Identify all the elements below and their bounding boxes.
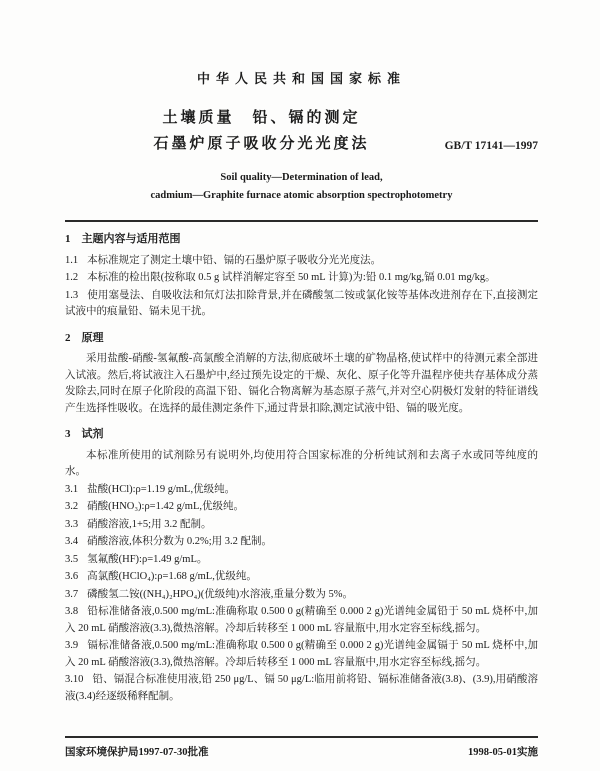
english-title-line1: Soil quality—Determination of lead, [220,172,383,183]
section-2-paragraph: 采用盐酸-硝酸-氢氟酸-高氯酸全消解的方法,彻底破坏土壤的矿物晶格,使试样中的待测元素全部进入试液。然后,将试液注入石墨炉中,经过预先设定的干燥、灰化、原子化等升温程序使共存基体成分蒸发除去,同时在原子化阶段的高温下铅、镉化合物离解为基态原子蒸气,并对空心阴极灯发射的特征谱线产生选择性吸收。在选择的最佳测定条件下,通过背景扣除,测定试液中铅、镉的吸光度。 [65,353,538,414]
section-3-heading: 3 试剂 [65,428,104,440]
clause-3-4-number: 3.4 [65,536,79,547]
implementation-date: 1998-05-01实施 [468,747,538,758]
clause-3-8 [65,604,538,637]
clause-3-3 [65,517,538,534]
clause-3-8-number: 3.8 [65,606,79,617]
clause-3-10-number: 3.10 [65,674,84,685]
clause-1-1-number: 1.1 [65,254,79,266]
standard-label: 中华人民共和国国家标准 [196,71,406,86]
clause-3-2-text: 硝酸(HNO₃):ρ=1.42 g/mL,优级纯。 [87,501,244,512]
clause-3-7 [65,587,538,604]
clause-1-1 [65,253,538,270]
clause-3-9 [65,638,538,671]
clause-3-7-number: 3.7 [65,588,79,600]
clause-3-7-text: 磷酸氢二铵((NH₄)₂HPO₄)(优级纯)水溶液,重量分数为 5%。 [87,588,354,600]
clause-3-1-number: 3.1 [65,483,79,495]
document-footer [65,736,538,759]
chinese-title [105,105,418,157]
english-title-line2: cadmium—Graphite furnace atomic absorption spectrophotometry [150,190,453,201]
header-divider [65,220,538,222]
clause-3-8-text: 铅标准储备液,0.500 mg/mL:准确称取 0.500 0 g(精确至 0.000 2 g)光谱纯金属铅于 50 mL 烧杯中,加入 20 mL 硝酸溶液(3.3),微热溶解。冷却后转移至 1 000 mL 容量瓶中,用水定容至标线,摇匀。 [65,606,538,634]
approval-info: 国家环境保护局1997-07-30批准 [65,747,209,758]
clause-3-1-text: 盐酸(HCl):ρ=1.19 g/mL,优级纯。 [87,483,236,495]
clause-1-3-text: 使用塞曼法、自吸收法和氘灯法扣除背景,并在磷酸氢二铵或氯化铵等基体改进剂存在下,直接测定试液中的痕量铅、镉未见干扰。 [65,289,538,317]
clause-3-5 [65,552,538,569]
clause-1-3-number: 1.3 [65,289,79,301]
clause-3-1 [65,482,538,499]
clause-1-3 [65,288,538,321]
clause-3-3-number: 3.3 [65,518,79,530]
document-header [65,68,538,205]
document-body [65,231,538,705]
clause-3-2 [65,499,538,516]
clause-3-9-text: 镉标准储备液,0.500 mg/mL:准确称取 0.500 0 g(精确至 0.000 2 g)光谱纯金属镉于 50 mL 烧杯中,加入 20 mL 硝酸溶液(3.3),微热溶解。冷却后转移至 1 000 mL 容量瓶中,用水定容至标线,摇匀。 [65,640,538,668]
clause-3-10-text: 铅、镉混合标准使用液,铅 250 μg/L、镉 50 μg/L:临用前将铅、镉标准储备液(3.8)、(3.9),用硝酸溶液(3.4)经逐级稀释配制。 [65,674,538,702]
clause-3-6-text: 高氯酸(HClO₄):ρ=1.68 g/mL,优级纯。 [87,571,257,582]
clause-3-5-text: 氢氟酸(HF):ρ=1.49 g/mL。 [87,553,208,565]
clause-3-3-text: 硝酸溶液,1+5;用 3.2 配制。 [87,518,212,530]
section-2-heading: 2 原理 [65,331,104,344]
section-3-intro-paragraph: 本标准所使用的试剂除另有说明外,均使用符合国家标准的分析纯试剂和去离子水或同等纯度的水。 [65,449,538,477]
title-line1: 土壤质量 铅、镉的测定 [162,110,361,126]
clause-3-6 [65,569,538,586]
clause-3-2-number: 3.2 [65,501,79,512]
clause-3-6-number: 3.6 [65,571,79,582]
clause-1-2 [65,270,538,287]
title-block [65,105,538,157]
clause-1-1-text: 本标准规定了测定土壤中铅、镉的石墨炉原子吸收分光光度法。 [87,254,382,266]
clause-3-5-number: 3.5 [65,553,79,565]
section-1-heading: 1 主题内容与适用范围 [65,233,181,245]
clause-3-10 [65,672,538,705]
clause-1-2-text: 本标准的检出限(按称取 0.5 g 试样消解定容至 50 mL 计算)为:铅 0.1 mg/kg,镉 0.01 mg/kg。 [87,272,496,283]
title-line2: 石墨炉原子吸收分光光度法 [153,136,370,152]
clause-3-4-text: 硝酸溶液,体积分数为 0.2%;用 3.2 配制。 [87,536,273,547]
clause-1-2-number: 1.2 [65,272,79,283]
clause-3-4 [65,534,538,551]
standard-number: GB/T 17141—1997 [444,140,538,152]
clause-3-9-number: 3.9 [65,640,79,651]
